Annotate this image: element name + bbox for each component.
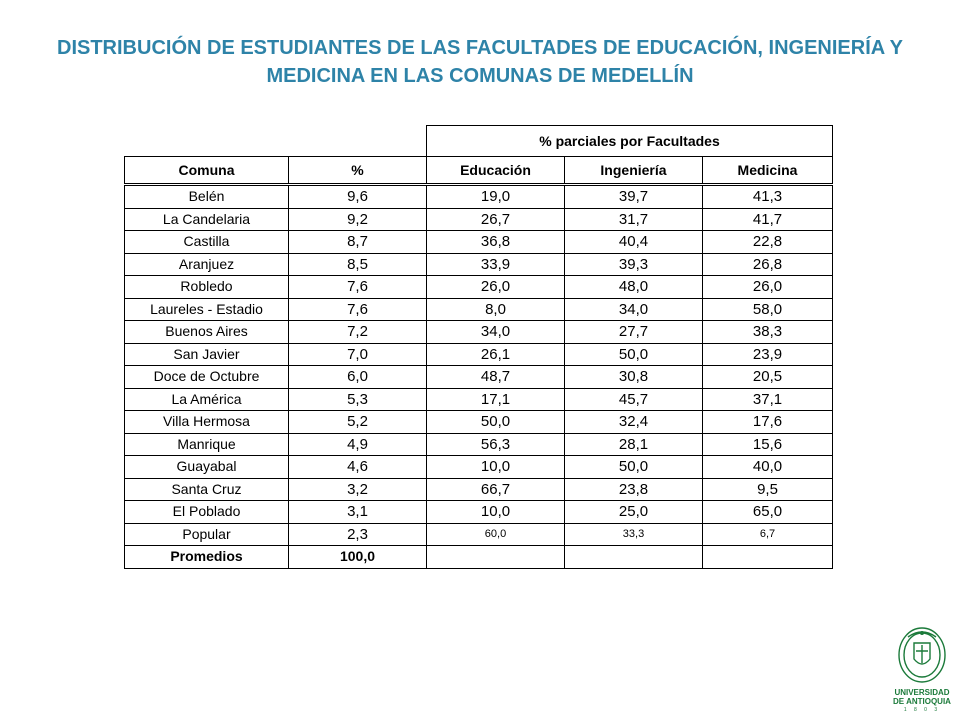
cell-educacion: 33,9 (427, 253, 565, 276)
cell-medicina: 9,5 (703, 478, 833, 501)
table-row (125, 388, 833, 411)
cell-comuna: Belén (125, 185, 289, 209)
cell-percent: 9,6 (289, 185, 427, 209)
cell-comuna: Castilla (125, 231, 289, 254)
cell-percent: 8,5 (289, 253, 427, 276)
table-row (125, 298, 833, 321)
total-empty-cell (565, 546, 703, 569)
table-row (125, 501, 833, 524)
logo-line-1: UNIVERSIDAD (894, 688, 950, 697)
total-label: Promedios (125, 546, 289, 569)
cell-educacion: 60,0 (427, 523, 565, 546)
cell-educacion: 48,7 (427, 366, 565, 389)
cell-ingenieria: 23,8 (565, 478, 703, 501)
cell-comuna: El Poblado (125, 501, 289, 524)
cell-comuna: Robledo (125, 276, 289, 299)
cell-ingenieria: 50,0 (565, 343, 703, 366)
cell-ingenieria: 48,0 (565, 276, 703, 299)
cell-comuna: Santa Cruz (125, 478, 289, 501)
table-row (125, 321, 833, 344)
cell-comuna: Popular (125, 523, 289, 546)
cell-ingenieria: 27,7 (565, 321, 703, 344)
col-header-ingenieria: Ingeniería (565, 157, 703, 185)
cell-medicina: 40,0 (703, 456, 833, 479)
page-title (40, 34, 920, 90)
cell-comuna: Doce de Octubre (125, 366, 289, 389)
cell-educacion: 66,7 (427, 478, 565, 501)
cell-ingenieria: 28,1 (565, 433, 703, 456)
cell-percent: 7,6 (289, 276, 427, 299)
cell-educacion: 10,0 (427, 456, 565, 479)
cell-ingenieria: 34,0 (565, 298, 703, 321)
cell-educacion: 10,0 (427, 501, 565, 524)
cell-educacion: 19,0 (427, 185, 565, 209)
cell-medicina: 41,7 (703, 208, 833, 231)
cell-ingenieria: 39,7 (565, 185, 703, 209)
total-empty-cell (703, 546, 833, 569)
cell-educacion: 26,7 (427, 208, 565, 231)
distribution-table (124, 125, 833, 569)
cell-educacion: 17,1 (427, 388, 565, 411)
cell-educacion: 36,8 (427, 231, 565, 254)
cell-percent: 2,3 (289, 523, 427, 546)
university-logo-text (880, 688, 960, 715)
cell-ingenieria: 50,0 (565, 456, 703, 479)
cell-medicina: 17,6 (703, 411, 833, 434)
cell-medicina: 38,3 (703, 321, 833, 344)
cell-comuna: La América (125, 388, 289, 411)
column-header-row (125, 157, 833, 185)
cell-medicina: 6,7 (703, 523, 833, 546)
cell-percent: 4,9 (289, 433, 427, 456)
cell-comuna: Guayabal (125, 456, 289, 479)
cell-medicina: 23,9 (703, 343, 833, 366)
table-row (125, 456, 833, 479)
cell-medicina: 20,5 (703, 366, 833, 389)
cell-medicina: 22,8 (703, 231, 833, 254)
cell-percent: 7,2 (289, 321, 427, 344)
cell-comuna: San Javier (125, 343, 289, 366)
logo-year: 1 8 0 3 (903, 707, 941, 713)
header-spacer (125, 126, 427, 157)
faculties-group-header: % parciales por Facultades (427, 126, 833, 157)
table-row (125, 478, 833, 501)
table-row (125, 185, 833, 209)
logo-line-2: DE ANTIOQUIA (893, 697, 951, 706)
cell-percent: 8,7 (289, 231, 427, 254)
cell-ingenieria: 25,0 (565, 501, 703, 524)
cell-ingenieria: 31,7 (565, 208, 703, 231)
cell-ingenieria: 45,7 (565, 388, 703, 411)
cell-percent: 5,3 (289, 388, 427, 411)
cell-medicina: 15,6 (703, 433, 833, 456)
total-row (125, 546, 833, 569)
cell-educacion: 26,0 (427, 276, 565, 299)
cell-percent: 7,6 (289, 298, 427, 321)
cell-ingenieria: 33,3 (565, 523, 703, 546)
table-row (125, 411, 833, 434)
cell-comuna: Aranjuez (125, 253, 289, 276)
cell-medicina: 26,8 (703, 253, 833, 276)
cell-medicina: 41,3 (703, 185, 833, 209)
cell-medicina: 26,0 (703, 276, 833, 299)
table-row (125, 276, 833, 299)
cell-comuna: Manrique (125, 433, 289, 456)
cell-percent: 3,1 (289, 501, 427, 524)
col-header-comuna: Comuna (125, 157, 289, 185)
cell-percent: 4,6 (289, 456, 427, 479)
cell-comuna: La Candelaria (125, 208, 289, 231)
cell-percent: 3,2 (289, 478, 427, 501)
cell-percent: 7,0 (289, 343, 427, 366)
cell-educacion: 56,3 (427, 433, 565, 456)
table-row (125, 208, 833, 231)
total-percent: 100,0 (289, 546, 427, 569)
cell-ingenieria: 40,4 (565, 231, 703, 254)
title-line-1: DISTRIBUCIÓN DE ESTUDIANTES DE LAS FACULTADES DE EDUCACIÓN, INGENIERÍA Y (57, 37, 903, 59)
col-header-percent: % (289, 157, 427, 185)
cell-educacion: 34,0 (427, 321, 565, 344)
cell-comuna: Villa Hermosa (125, 411, 289, 434)
cell-educacion: 50,0 (427, 411, 565, 434)
col-header-educacion: Educación (427, 157, 565, 185)
cell-educacion: 8,0 (427, 298, 565, 321)
cell-medicina: 58,0 (703, 298, 833, 321)
cell-percent: 6,0 (289, 366, 427, 389)
cell-medicina: 37,1 (703, 388, 833, 411)
cell-percent: 5,2 (289, 411, 427, 434)
table-row (125, 343, 833, 366)
title-line-2: MEDICINA EN LAS COMUNAS DE MEDELLÍN (266, 65, 694, 87)
cell-medicina: 65,0 (703, 501, 833, 524)
table-row (125, 433, 833, 456)
cell-percent: 9,2 (289, 208, 427, 231)
cell-ingenieria: 30,8 (565, 366, 703, 389)
table-row (125, 523, 833, 546)
table-row (125, 253, 833, 276)
table-row (125, 366, 833, 389)
cell-ingenieria: 32,4 (565, 411, 703, 434)
total-empty-cell (427, 546, 565, 569)
table-row (125, 231, 833, 254)
col-header-medicina: Medicina (703, 157, 833, 185)
cell-comuna: Buenos Aires (125, 321, 289, 344)
cell-educacion: 26,1 (427, 343, 565, 366)
cell-ingenieria: 39,3 (565, 253, 703, 276)
cell-comuna: Laureles - Estadio (125, 298, 289, 321)
